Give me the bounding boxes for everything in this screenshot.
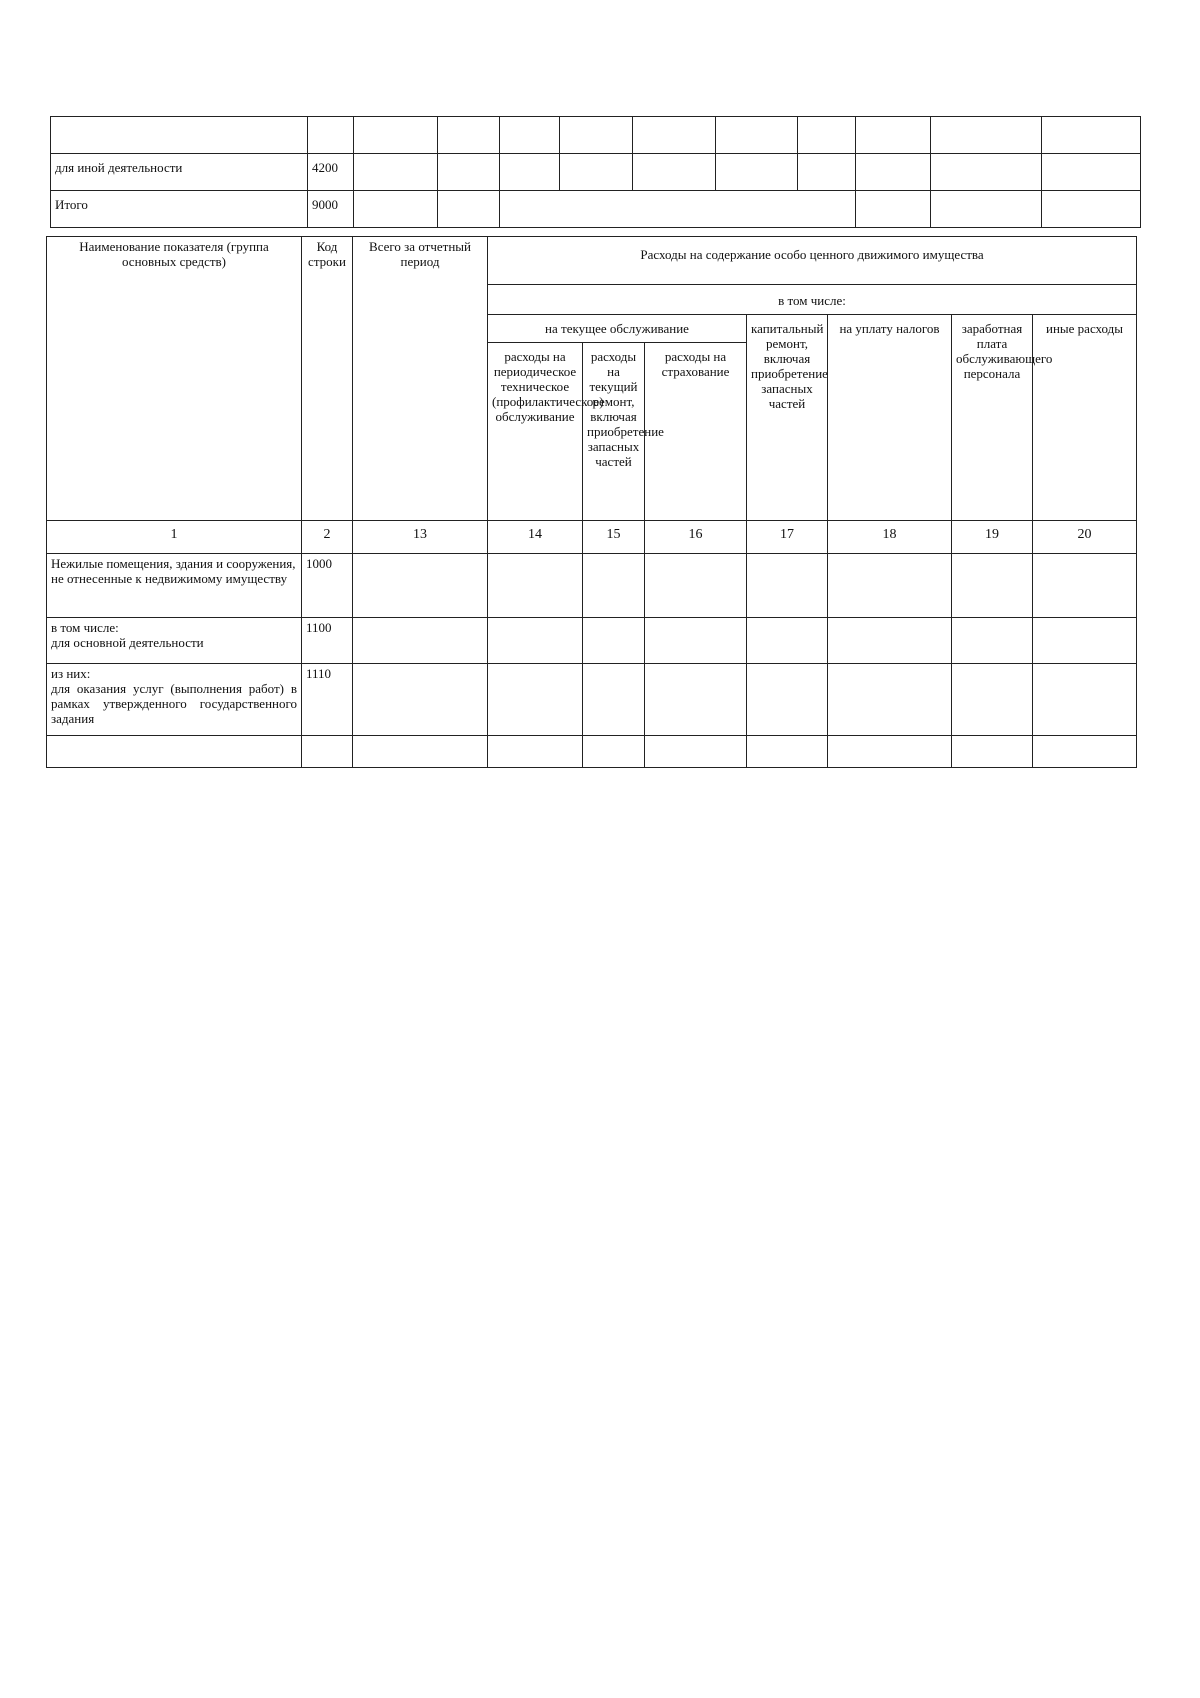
row-code: 9000 [308,191,354,228]
row-label: Итого [51,191,308,228]
header-salary: заработная плата обслуживающего персонала [952,315,1033,521]
row-label: в том числе: для основной деятельности [47,618,302,664]
header-code: Код строки [302,237,353,521]
header-insurance: расходы на страхование [645,343,747,521]
row-label [47,736,302,768]
header-name: Наименование показателя (группа основных средств) [47,237,302,521]
row-label: Нежилые помещения, здания и сооружения, не отнесенные к недвижимому имуществу [47,554,302,618]
row-label [51,117,308,154]
top-row-other-activity [51,154,1141,191]
header-taxes: на уплату налогов [828,315,952,521]
header-group-title: Расходы на содержание особо ценного движимого имущества [488,237,1137,285]
header-current-service: на текущее обслуживание [488,315,747,343]
header-total: Всего за отчетный период [353,237,488,521]
header-capital-repair: капитальный ремонт, включая приобретение запасных частей [747,315,828,521]
top-table [50,116,1141,228]
column-number: 19 [952,521,1033,554]
row-label: из них: для оказания услуг (выполнения работ) в рамках утвержденного государственного задания [47,664,302,736]
row-code: 1100 [302,618,353,664]
merged-cell [500,191,856,228]
column-number: 15 [583,521,645,554]
row-code: 1000 [302,554,353,618]
column-number: 18 [828,521,952,554]
header-periodic-maintenance: расходы на периодическое техническое (профилактическое) обслуживание [488,343,583,521]
row-code: 1110 [302,664,353,736]
column-number: 2 [302,521,353,554]
column-number: 1 [47,521,302,554]
top-row-total [51,191,1141,228]
header-current-repair: расходы на текущий ремонт, включая приобретение запасных частей [583,343,645,521]
column-number: 20 [1033,521,1137,554]
column-number-row [47,521,1137,554]
column-number: 16 [645,521,747,554]
column-number: 13 [353,521,488,554]
top-row-blank [51,117,1141,154]
table-row [47,618,1137,664]
table-row [47,736,1137,768]
row-code [302,736,353,768]
row-label: для иной деятельности [51,154,308,191]
column-number: 17 [747,521,828,554]
table-row [47,554,1137,618]
row-code: 4200 [308,154,354,191]
row-code [308,117,354,154]
main-table [46,236,1137,768]
column-number: 14 [488,521,583,554]
header-including: в том числе: [488,285,1137,315]
header-other: иные расходы [1033,315,1137,521]
table-row [47,664,1137,736]
